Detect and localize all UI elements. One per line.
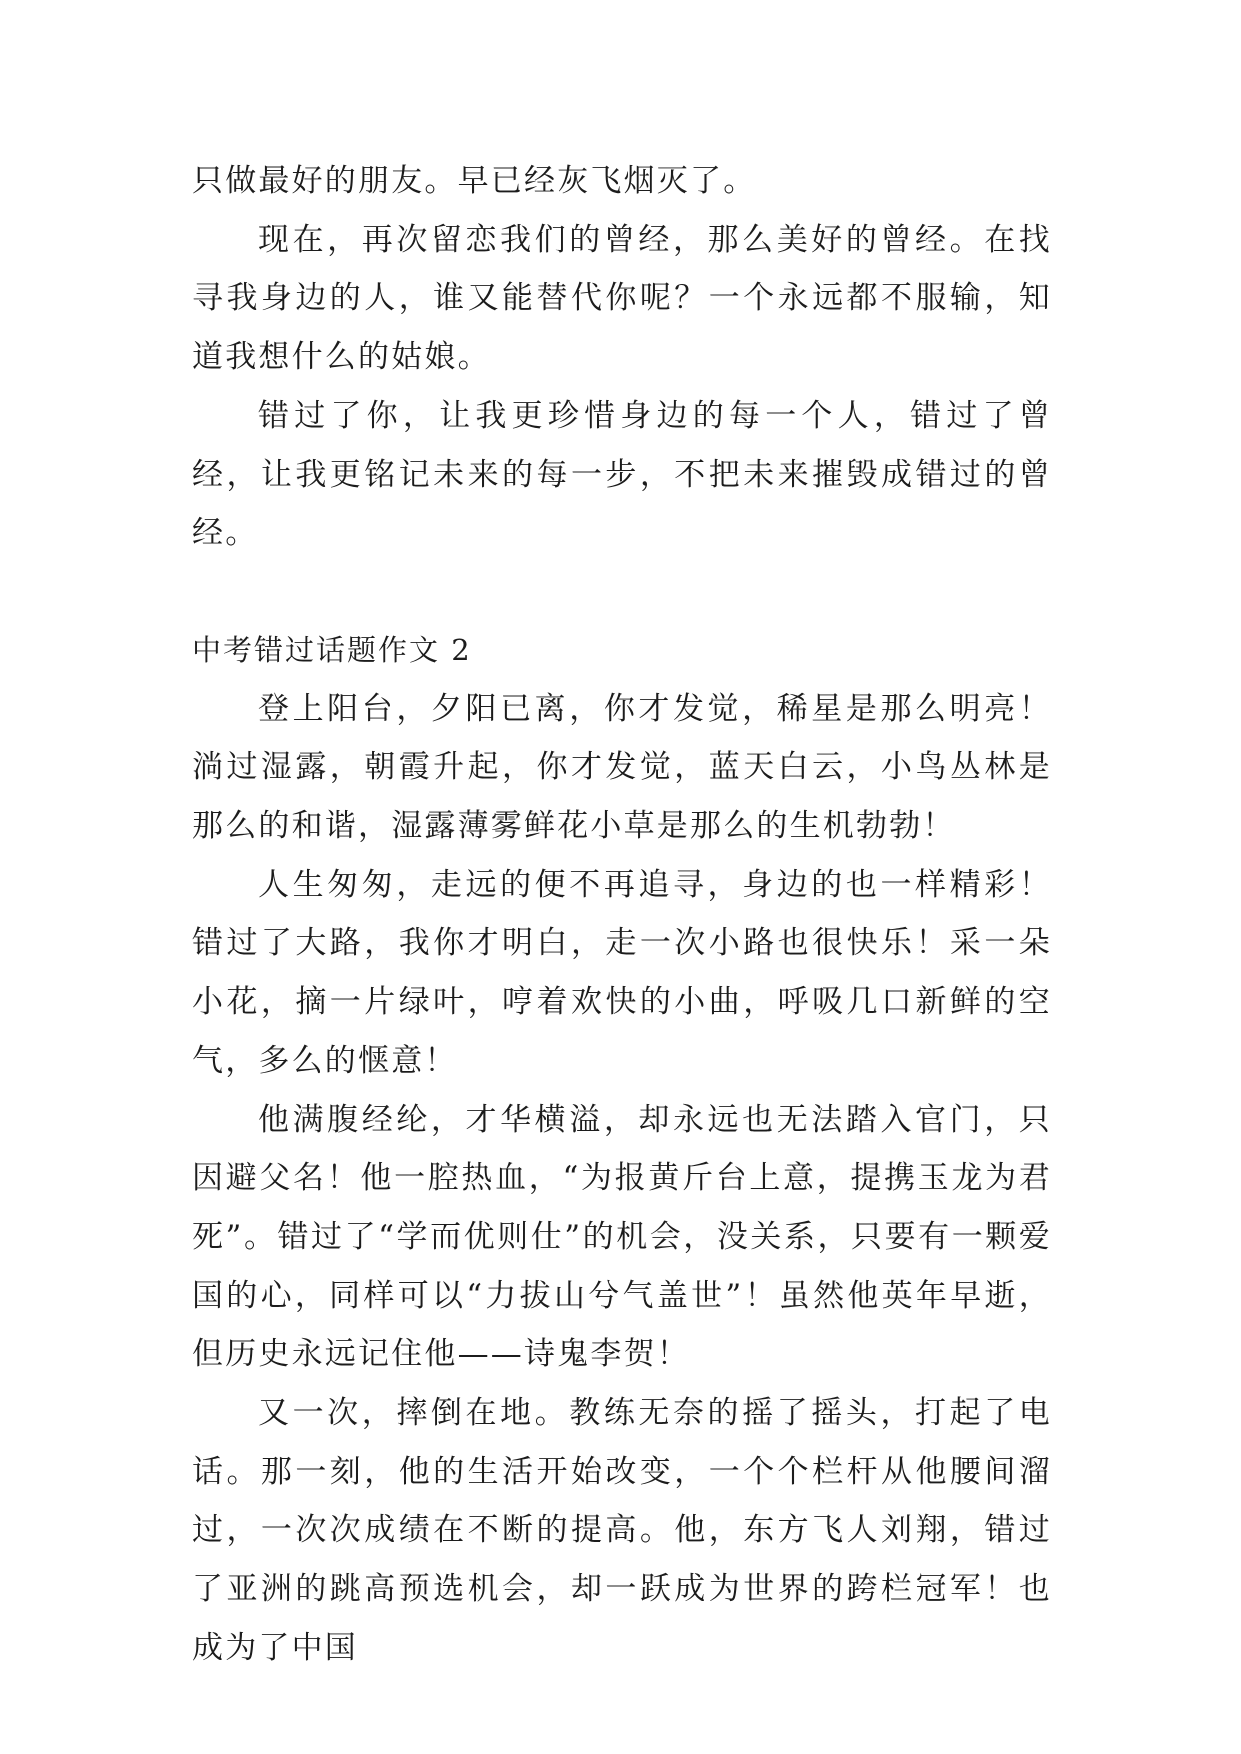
paragraph-continuation: 只做最好的朋友。早已经灰飞烟灭了。 xyxy=(192,163,757,199)
essay-title: 中考错过话题作文 2 xyxy=(192,632,472,667)
paragraph: 现在，再次留恋我们的曾经，那么美好的曾经。在找寻我身边的人，谁又能替代你呢？一个永远都不服输，知道我想什么的姑娘。 xyxy=(192,221,1052,376)
paragraph: 登上阳台，夕阳已离，你才发觉，稀星是那么明亮！淌过湿露，朝霞升起，你才发觉，蓝天白云，小鸟丛林是那么的和谐，湿露薄雾鲜花小草是那么的生机勃勃！ xyxy=(192,690,1052,845)
paragraph: 又一次，摔倒在地。教练无奈的摇了摇头，打起了电话。那一刻，他的生活开始改变，一个个栏杆从他腰间溜过，一次次成绩在不断的提高。他，东方飞人刘翔，错过了亚洲的跳高预选机会，却一跃成为世界的跨栏冠军！也成为了中国 xyxy=(192,1395,1052,1666)
paragraph: 错过了你，让我更珍惜身边的每一个人，错过了曾经，让我更铭记未来的每一步，不把未来摧毁成错过的曾经。 xyxy=(192,397,1052,552)
paragraph: 他满腹经纶，才华横溢，却永远也无法踏入官门，只因避父名！他一腔热血，“为报黄斤台上意，提携玉龙为君死”。错过了“学而优则仕”的机会，没关系，只要有一颗爱国的心，同样可以“力拔山兮气盖世”！虽然他英年早逝，但历史永远记住他——诗鬼李贺！ xyxy=(192,1101,1052,1373)
document-body xyxy=(192,152,1052,1678)
paragraph: 人生匆匆，走远的便不再追寻，身边的也一样精彩！错过了大路，我你才明白，走一次小路也很快乐！采一朵小花，摘一片绿叶，哼着欢快的小曲，呼吸几口新鲜的空气，多么的惬意！ xyxy=(192,866,1052,1079)
